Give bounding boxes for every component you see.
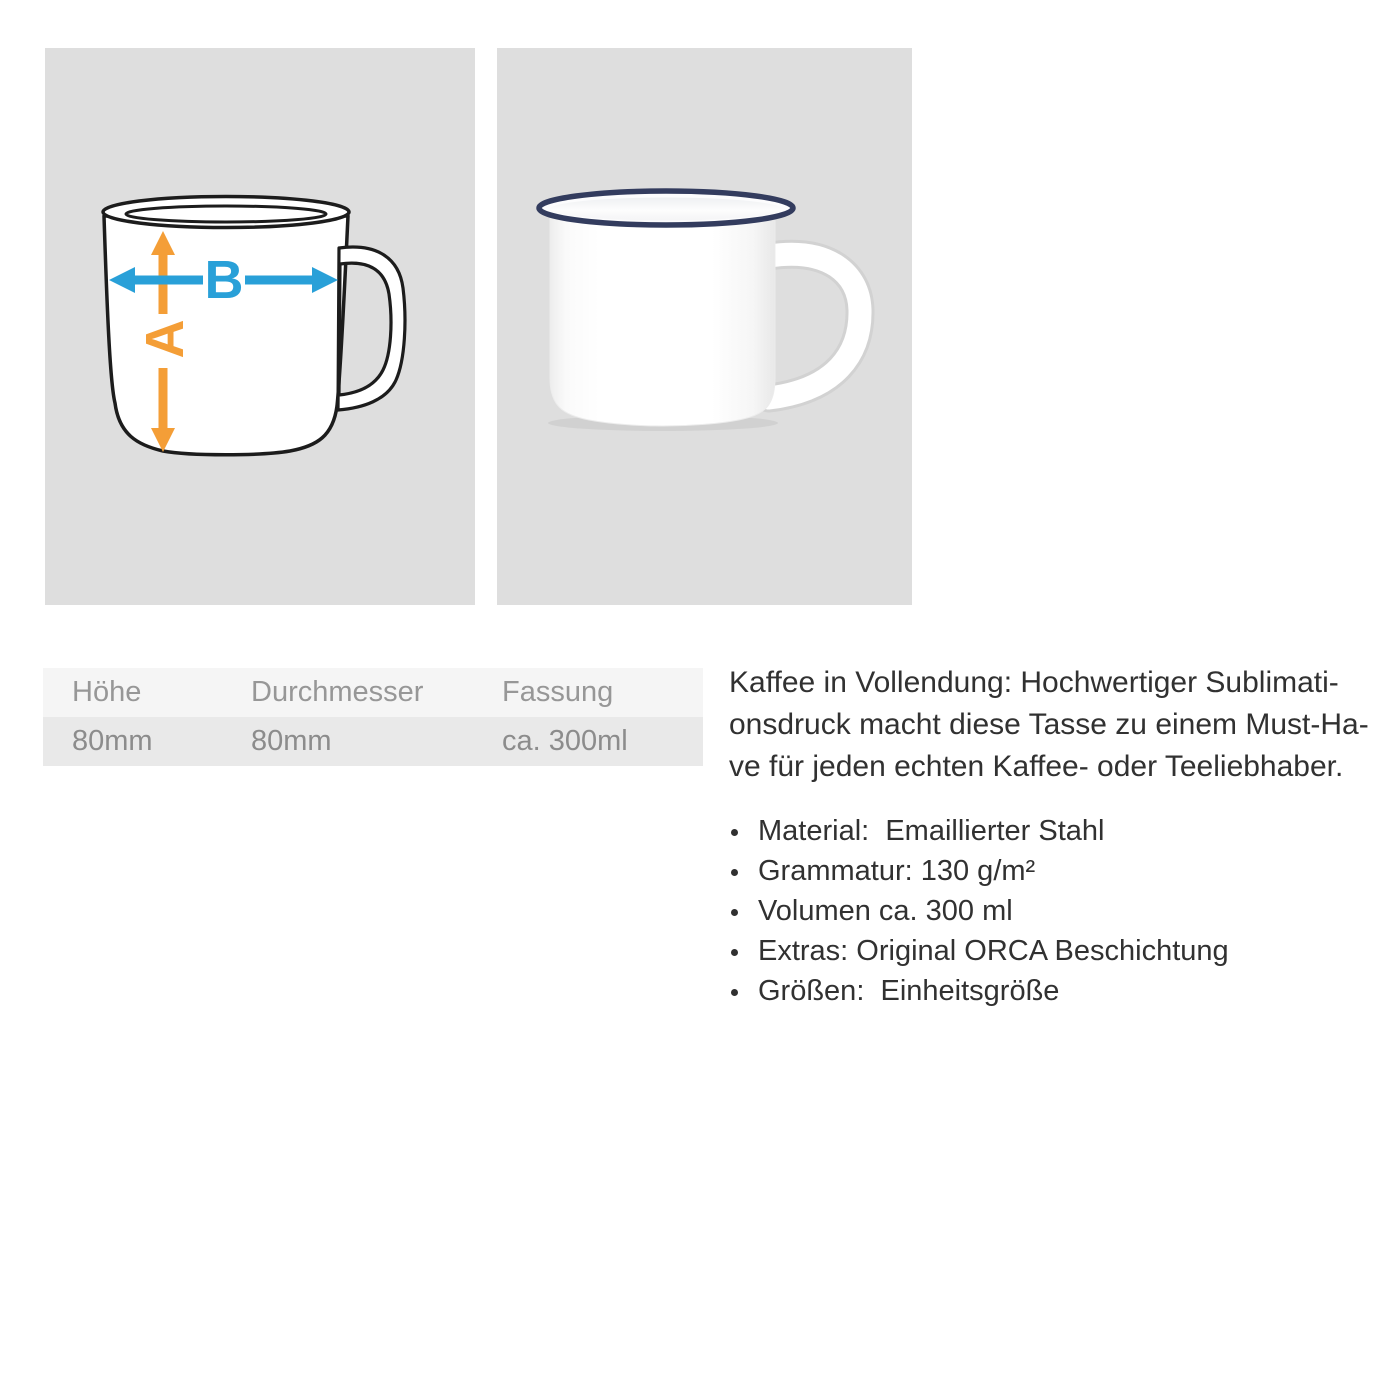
mug-dimension-diagram (45, 48, 475, 605)
feature-item-volumen (729, 891, 1400, 931)
photo-mug-handle (769, 254, 860, 398)
description-paragraph (729, 662, 1400, 788)
spec-header-fassung: Fassung (502, 676, 614, 708)
spec-value-hoehe: 80mm (72, 725, 153, 757)
feature-item-groessen (729, 971, 1400, 1011)
bullet-icon (731, 949, 738, 956)
feature-text: Extras: Original ORCA Beschichtung (758, 934, 1229, 967)
feature-bullet-list (729, 811, 1400, 1011)
feature-text: Größen: Einheitsgröße (758, 974, 1060, 1007)
feature-text: Volumen ca. 300 ml (758, 894, 1013, 927)
feature-item-grammatur (729, 851, 1400, 891)
product-photo-panel (497, 48, 912, 605)
spec-table (43, 668, 703, 766)
spec-value-fassung: ca. 300ml (502, 725, 628, 757)
bullet-icon (731, 829, 738, 836)
description-line: Kaffee in Vollendung: Hochwertiger Sublimati- (729, 666, 1339, 699)
bullet-icon (731, 989, 738, 996)
spec-header-hoehe: Höhe (72, 676, 142, 708)
feature-text: Grammatur: 130 g/m² (758, 854, 1036, 887)
bullet-icon (731, 909, 738, 916)
product-description (729, 662, 1400, 1011)
feature-item-extras (729, 931, 1400, 971)
dimension-diagram-panel (45, 48, 475, 605)
diameter-label: B (204, 250, 244, 310)
bullet-icon (731, 869, 738, 876)
spec-value-durchmesser: 80mm (251, 725, 332, 757)
photo-mug-body (550, 208, 775, 426)
spec-header-durchmesser: Durchmesser (251, 676, 424, 708)
diagram-mug-handle (338, 247, 405, 410)
description-line: ve für jeden echten Kaffee- oder Teeliebhaber. (729, 750, 1344, 783)
spec-table-value-row (43, 717, 703, 766)
spec-table-header-row (43, 668, 703, 717)
feature-item-material (729, 811, 1400, 851)
photo-mug-opening (550, 198, 782, 221)
feature-text: Material: Emaillierter Stahl (758, 814, 1105, 847)
height-label: A (135, 319, 195, 359)
diagram-mug-rim-inner (126, 206, 326, 222)
mug-photo (497, 48, 912, 605)
description-line: onsdruck macht diese Tasse zu einem Must-Ha- (729, 708, 1369, 741)
